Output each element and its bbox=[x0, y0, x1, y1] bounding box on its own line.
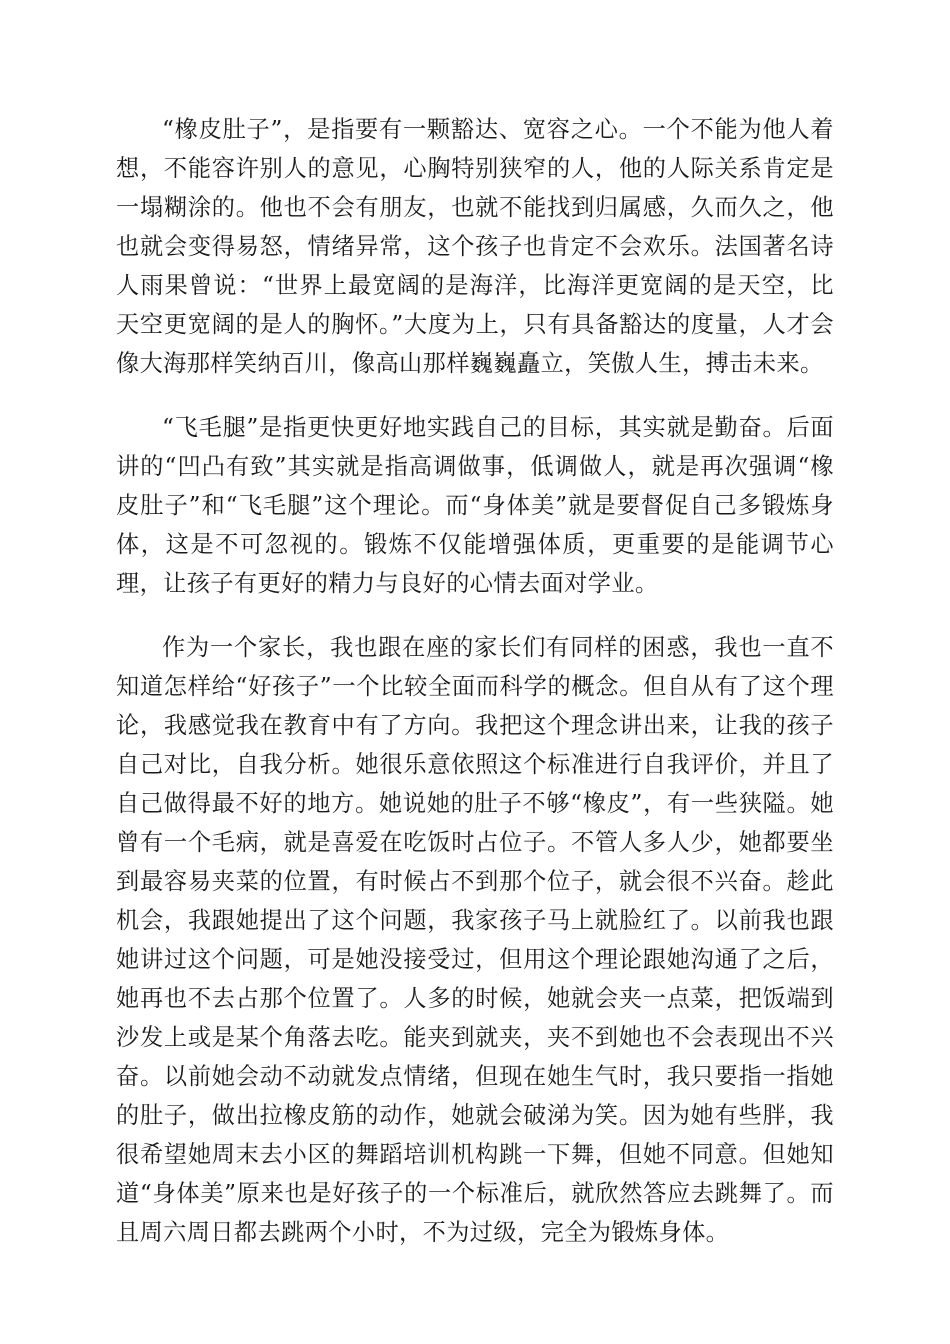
paragraph-flying-legs: “飞毛腿”是指更快更好地实践自己的目标，其实就是勤奋。后面讲的“凹凸有致”其实就是指高调做事，低调做人，就是再次强调“橡皮肚子”和“飞毛腿”这个理论。而“身体美”就是要督促自己多锻炼身体，这是不可忽视的。锻炼不仅能增强体质，更重要的是能调节心理，让孩子有更好的精力与良好的心情去面对学业。 bbox=[116, 414, 834, 597]
document-body bbox=[116, 110, 834, 1252]
paragraph-rubber-belly: “橡皮肚子”，是指要有一颗豁达、宽容之心。一个不能为他人着想，不能容许别人的意见，心胸特别狭窄的人，他的人际关系肯定是一塌糊涂的。他也不会有朋友，也就不能找到归属感，久而久之，他也就会变得易怒，情绪异常，这个孩子也肯定不会欢乐。法国著名诗人雨果曾说：“世界上最宽阔的是海洋，比海洋更宽阔的是天空，比天空更宽阔的是人的胸怀。”大度为上，只有具备豁达的度量，人才会像大海那样笑纳百川，像高山那样巍巍矗立，笑傲人生，搏击未来。 bbox=[116, 116, 834, 377]
paragraph-parent-experience: 作为一个家长，我也跟在座的家长们有同样的困惑，我也一直不知道怎样给“好孩子”一个比较全面而科学的概念。但自从有了这个理论，我感觉我在教育中有了方向。我把这个理念讲出来，让我的孩子自己对比，自我分析。她很乐意依照这个标准进行自我评价，并且了自己做得最不好的地方。她说她的肚子不够“橡皮”，有一些狭隘。她曾有一个毛病，就是喜爱在吃饭时占位子。不管人多人少，她都要坐到最容易夹菜的位置，有时候占不到那个位子，就会很不兴奋。趁此机会，我跟她提出了这个问题，我家孩子马上就脸红了。以前我也跟她讲过这个问题，可是她没接受过，但用这个理论跟她沟通了之后，她再也不去占那个位置了。人多的时候，她就会夹一点菜，把饭端到沙发上或是某个角落去吃。能夹到就夹，夹不到她也不会表现出不兴奋。以前她会动不动就发点情绪，但现在她生气时，我只要指一指她的肚子，做出拉橡皮筋的动作，她就会破涕为笑。因为她有些胖，我很希望她周末去小区的舞蹈培训机构跳一下舞，但她不同意。但她知道“身体美”原来也是好孩子的一个标准后，就欣然答应去跳舞了。而且周六周日都去跳两个小时，不为过级，完全为锻炼身体。 bbox=[116, 634, 834, 1246]
